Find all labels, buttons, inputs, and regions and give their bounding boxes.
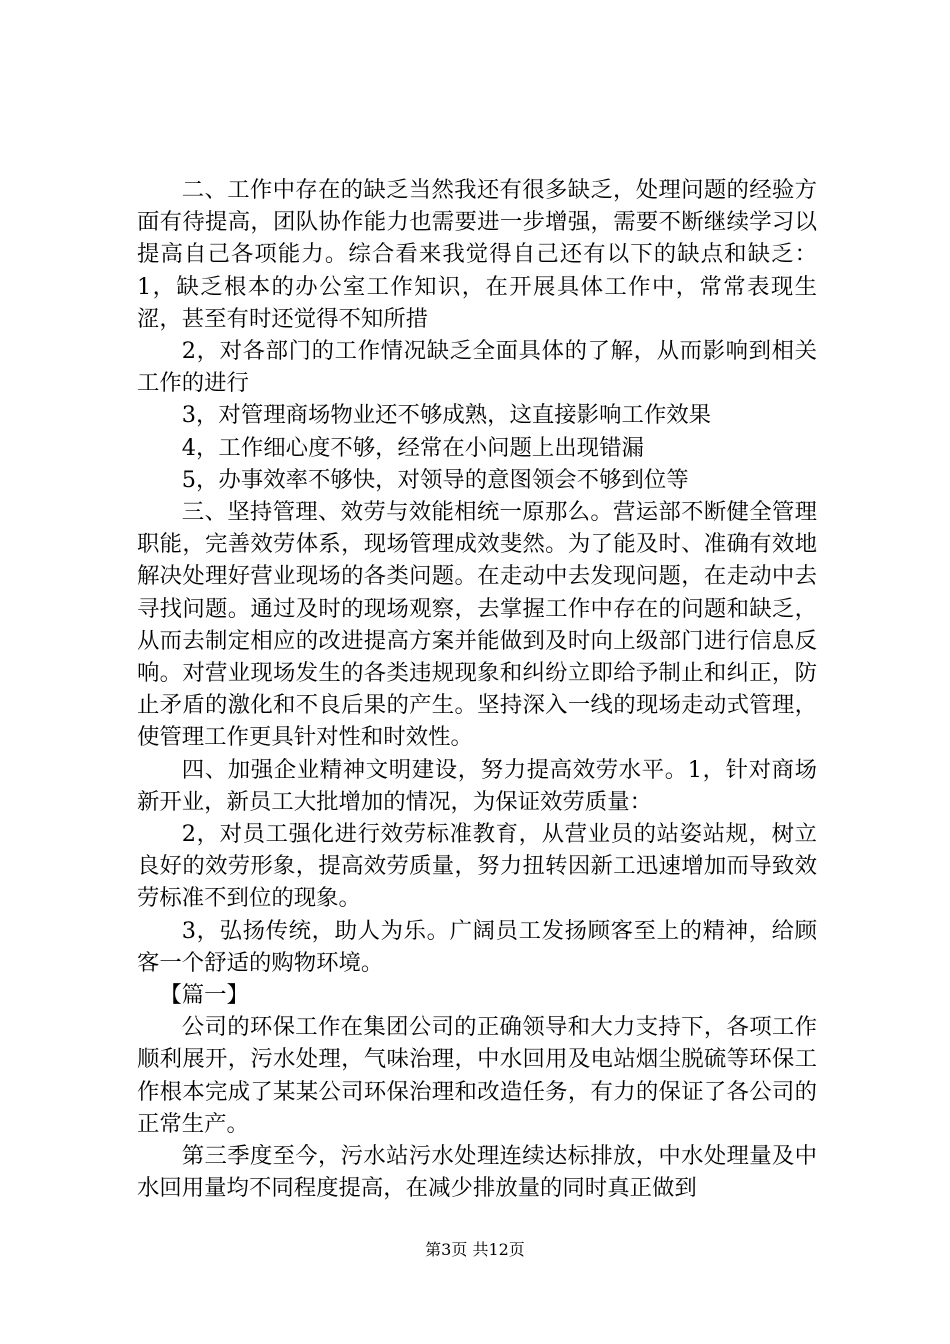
paragraph-item-2: 2，对各部门的工作情况缺乏全面具体的了解，从而影响到相关工作的进行 [137,338,817,397]
paragraph-section-four-item-2: 2，对员工强化进行效劳标准教育，从营业员的站姿站规，树立良好的效劳形象，提高效劳质量，努力扭转因新工迅速增加而导致效劳标准不到位的现象。 [137,821,817,912]
paragraph-environment-q3: 第三季度至今，污水站污水处理连续达标排放，中水处理量及中水回用量均不同程度提高，在减少排放量的同时真正做到 [137,1143,817,1202]
paragraph-section-four: 四、加强企业精神文明建设，努力提高效劳水平。1，针对商场新开业，新员工大批增加的情况，为保证效劳质量： [137,756,817,815]
paragraph-environment-intro: 公司的环保工作在集团公司的正确领导和大力支持下，各项工作顺利展开，污水处理，气味治理，中水回用及电站烟尘脱硫等环保工作根本完成了某某公司环保治理和改造任务，有力的保证了各公司的正常生产。 [137,1014,817,1137]
paragraph-section-three: 三、坚持管理、效劳与效能相统一原那么。营运部不断健全管理职能，完善效劳体系，现场管理成效斐然。为了能及时、准确有效地解决处理好营业现场的各类问题。在走动中去发现问题，在走动中去寻找问题。通过及时的现场观察，去掌握工作中存在的问题和缺乏，从而去制定相应的改进提高方案并能做到及时向上级部门进行信息反响。对营业现场发生的各类违规现象和纠纷立即给予制止和纠正，防止矛盾的激化和不良后果的产生。坚持深入一线的现场走动式管理，使管理工作更具针对性和时效性。 [137,499,817,751]
document-body [137,174,817,1205]
paragraph-item-5: 5，办事效率不够快，对领导的意图领会不够到位等 [181,466,689,493]
paragraph-section-two: 二、工作中存在的缺乏当然我还有很多缺乏，处理问题的经验方面有待提高，团队协作能力也需要进一步增强，需要不断继续学习以提高自己各项能力。综合看来我觉得自己还有以下的缺点和缺乏：1，缺乏根本的办公室工作知识，在开展具体工作中，常常表现生涩，甚至有时还觉得不知所措 [137,177,817,332]
paragraph-section-four-item-3: 3，弘扬传统，助人为乐。广阔员工发扬顾客至上的精神，给顾客一个舒适的购物环境。 [137,917,817,976]
paragraph-item-4: 4，工作细心度不够，经常在小问题上出现错漏 [181,434,644,461]
paragraph-item-3: 3，对管理商场物业还不够成熟，这直接影响工作效果 [181,402,712,429]
page-number-footer: 第3页 共12页 [425,1240,525,1259]
section-heading: 【篇一】 [159,982,249,1009]
